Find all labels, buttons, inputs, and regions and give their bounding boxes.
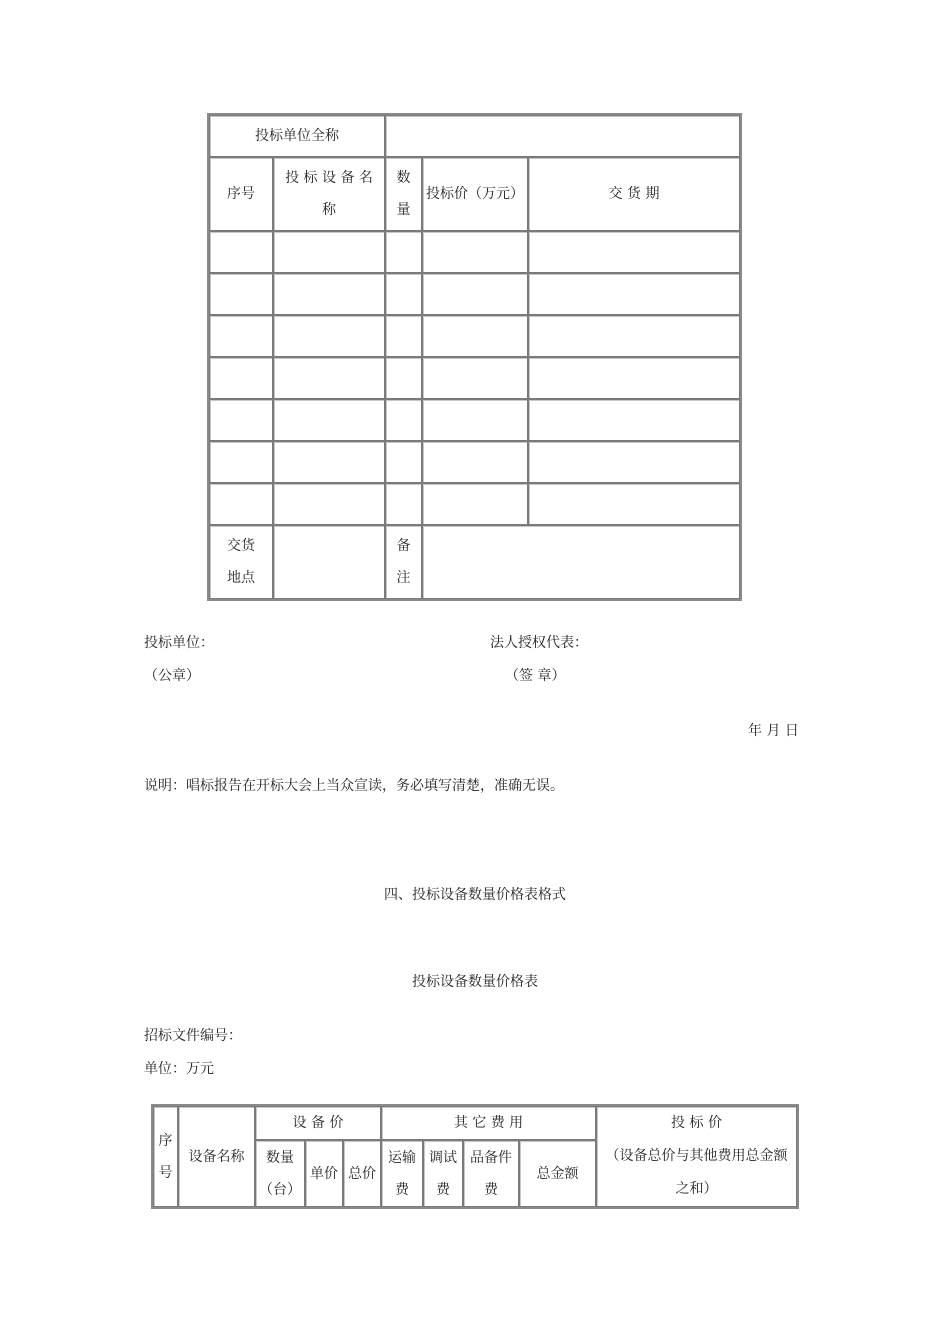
header-total-amount: 总金额 [519,1140,596,1207]
delivery-place-value[interactable] [273,525,385,599]
table-cell[interactable] [273,357,385,399]
tender-document-number-label: 招标文件编号： [144,1028,242,1044]
header-total-price: 总价 [343,1140,381,1207]
bidder-full-name-label: 投标单位全称 [209,115,385,157]
table-cell[interactable] [209,273,273,315]
table-cell[interactable] [528,483,740,525]
table-row [209,273,740,315]
header-other-costs: 其 它 费 用 [381,1106,596,1140]
table-row [209,483,740,525]
table-cell[interactable] [385,357,422,399]
header-commissioning-fee: 调试费 [423,1140,463,1207]
bidder-full-name-value[interactable] [385,115,740,157]
bid-summary-table [207,113,742,601]
table-cell[interactable] [273,483,385,525]
table-row [209,399,740,441]
table-cell[interactable] [209,315,273,357]
table-cell[interactable] [422,399,528,441]
table-cell[interactable] [528,441,740,483]
bidder-unit-label: 投标单位： [144,635,214,651]
table-cell[interactable] [273,399,385,441]
header-quantity: 数 量 [385,157,422,231]
table-row [209,441,740,483]
date-label: 年 月 日 [748,723,799,739]
table-cell[interactable] [209,399,273,441]
table-cell[interactable] [209,483,273,525]
table-cell[interactable] [528,399,740,441]
unit-label: 单位：万元 [144,1061,214,1077]
remarks-label: 备注 [385,525,422,599]
table-cell[interactable] [422,273,528,315]
header-equipment-name: 投 标 设 备 名 称 [273,157,385,231]
table-cell[interactable] [385,315,422,357]
header-equipment-price: 设 备 价 [255,1106,381,1140]
table-cell[interactable] [528,231,740,273]
header-equipment-name: 设备名称 [178,1106,255,1207]
remarks-value[interactable] [422,525,740,599]
table-cell[interactable] [422,231,528,273]
table-cell[interactable] [422,441,528,483]
section-title: 四、投标设备数量价格表格式 [384,887,566,903]
table-cell[interactable] [422,357,528,399]
header-bid-price: 投标价（万元） [422,157,528,231]
header-quantity-sets: 数量（台） [255,1140,305,1207]
header-delivery-period: 交 货 期 [528,157,740,231]
header-spare-parts-fee: 品备件费 [463,1140,519,1207]
table-row [209,231,740,273]
table-cell[interactable] [422,315,528,357]
table-cell[interactable] [385,483,422,525]
table-cell[interactable] [209,357,273,399]
table-cell[interactable] [209,441,273,483]
header-unit-price: 单价 [305,1140,343,1207]
table-row [209,315,740,357]
table-cell[interactable] [273,273,385,315]
header-seq-no: 序号 [209,157,273,231]
header-bid-price-note: （设备总价与其他费用总金额之和） [605,1148,788,1197]
table-cell[interactable] [385,399,422,441]
table-cell[interactable] [528,273,740,315]
table-row [209,357,740,399]
table-cell[interactable] [209,231,273,273]
official-seal-label: （公章） [144,668,200,684]
header-bid-price-cell [596,1106,797,1207]
table-cell[interactable] [273,231,385,273]
header-bid-price: 投 标 价 [671,1115,722,1131]
table-cell[interactable] [528,357,740,399]
header-seq-no: 序号 [153,1106,178,1207]
table-cell[interactable] [385,231,422,273]
legal-representative-label: 法人授权代表： [490,635,588,651]
table-cell[interactable] [385,441,422,483]
equipment-price-table [151,1104,799,1209]
table-cell[interactable] [385,273,422,315]
table-cell[interactable] [528,315,740,357]
table-cell[interactable] [422,483,528,525]
table-cell[interactable] [273,441,385,483]
header-transport-fee: 运输费 [381,1140,423,1207]
delivery-place-label: 交货地点 [209,525,273,599]
signature-seal-label: （签 章） [505,668,566,684]
note-text: 说明：唱标报告在开标大会上当众宣读，务必填写清楚，准确无误。 [144,778,564,794]
table-cell[interactable] [273,315,385,357]
table2-title: 投标设备数量价格表 [412,974,538,990]
